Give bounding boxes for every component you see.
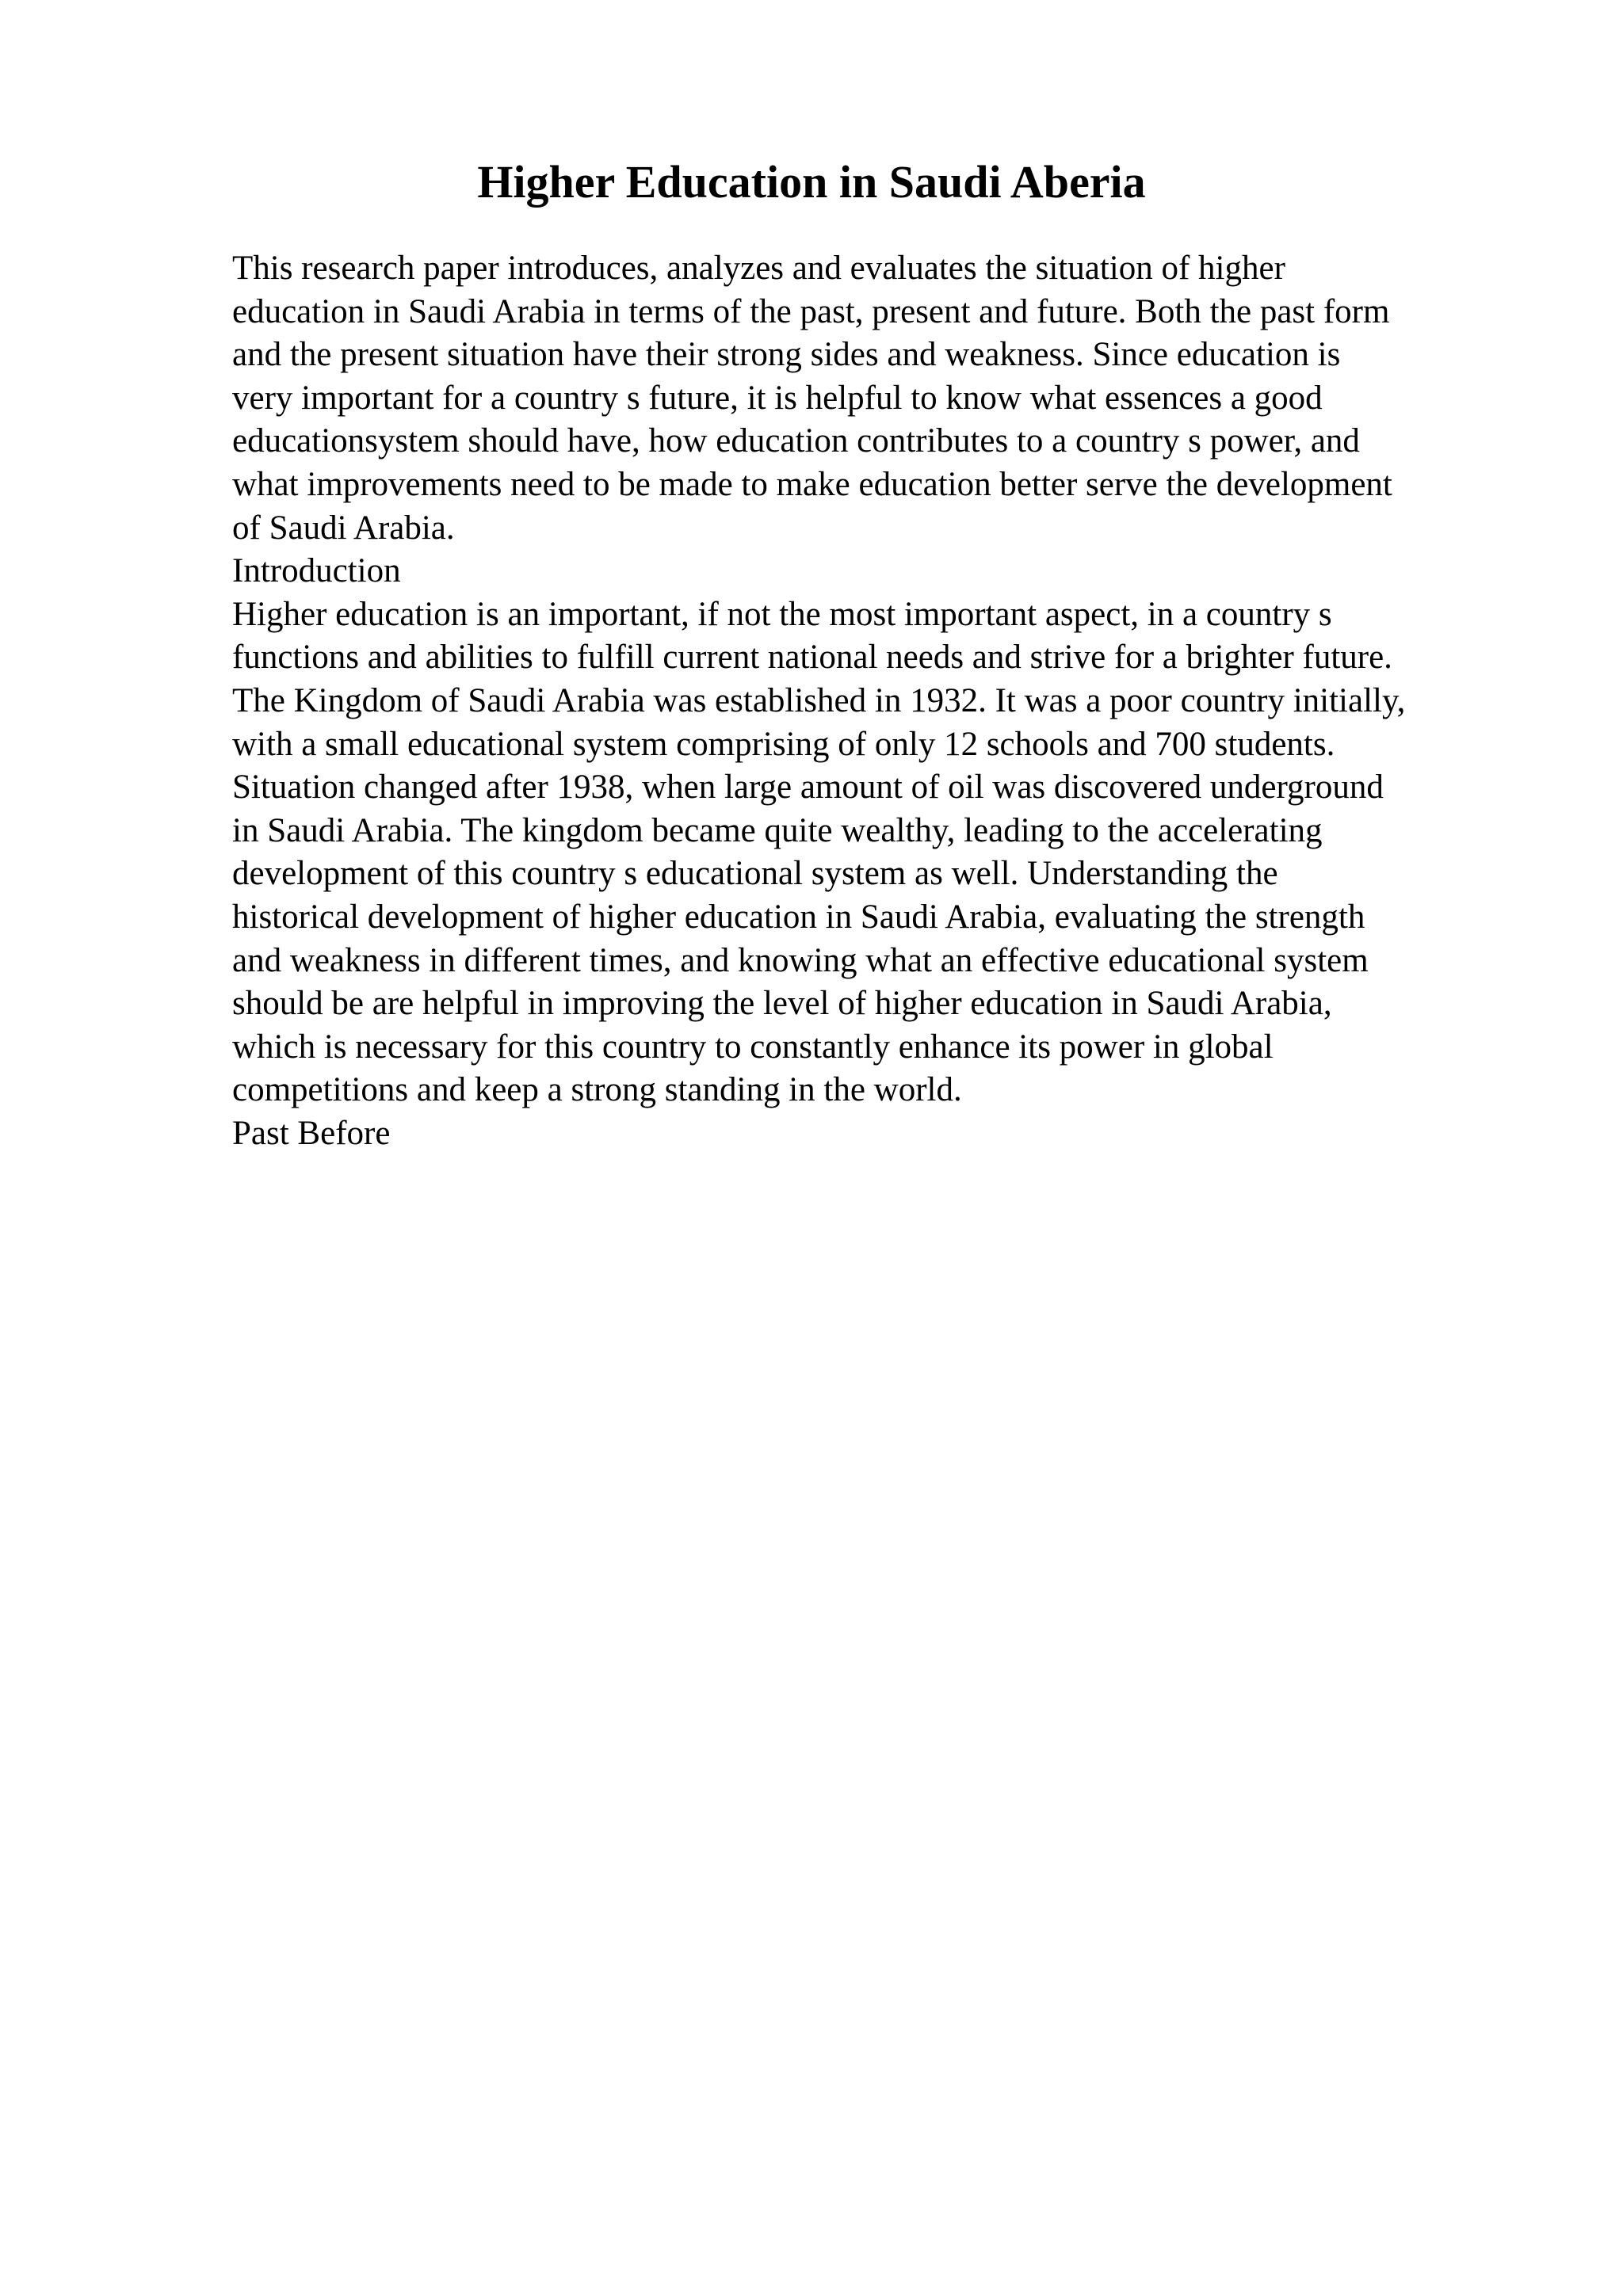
body-line: educationsystem should have, how education contributes to a country s power, and: [232, 422, 1360, 460]
body-line: should be are helpful in improving the level of higher education in Saudi Arabia,: [232, 985, 1332, 1023]
body-line: functions and abilities to fulfill current national needs and strive for a brighter future.: [232, 639, 1392, 677]
body-line: and the present situation have their strong sides and weakness. Since education is: [232, 336, 1341, 374]
body-line: and weakness in different times, and knowing what an effective educational system: [232, 941, 1369, 979]
body-line: historical development of higher education in Saudi Arabia, evaluating the strength: [232, 898, 1365, 936]
body-line: with a small educational system comprising of only 12 schools and 700 students.: [232, 725, 1335, 763]
body-line: which is necessary for this country to constantly enhance its power in global: [232, 1028, 1274, 1066]
section-heading-past-before: Past Before: [232, 1114, 391, 1152]
document-title: Higher Education in Saudi Aberia: [477, 156, 1146, 208]
body-line: development of this country s educational system as well. Understanding the: [232, 855, 1278, 893]
document-body: [232, 247, 1532, 1155]
body-line: very important for a country s future, it is helpful to know what essences a good: [232, 379, 1323, 417]
body-line: education in Saudi Arabia in terms of the past, present and future. Both the past form: [232, 292, 1390, 330]
body-line: in Saudi Arabia. The kingdom became quite wealthy, leading to the accelerating: [232, 811, 1323, 849]
body-line: of Saudi Arabia.: [232, 509, 455, 547]
section-heading-introduction: Introduction: [232, 552, 401, 590]
body-line: Situation changed after 1938, when large amount of oil was discovered underground: [232, 769, 1384, 807]
body-line: This research paper introduces, analyzes and evaluates the situation of higher: [232, 250, 1285, 287]
body-line: what improvements need to be made to make education better serve the development: [232, 465, 1392, 503]
body-line: Higher education is an important, if not the most important aspect, in a country s: [232, 595, 1332, 633]
body-line: The Kingdom of Saudi Arabia was established in 1932. It was a poor country initially,: [232, 681, 1406, 719]
body-line: competitions and keep a strong standing in the world.: [232, 1071, 962, 1109]
